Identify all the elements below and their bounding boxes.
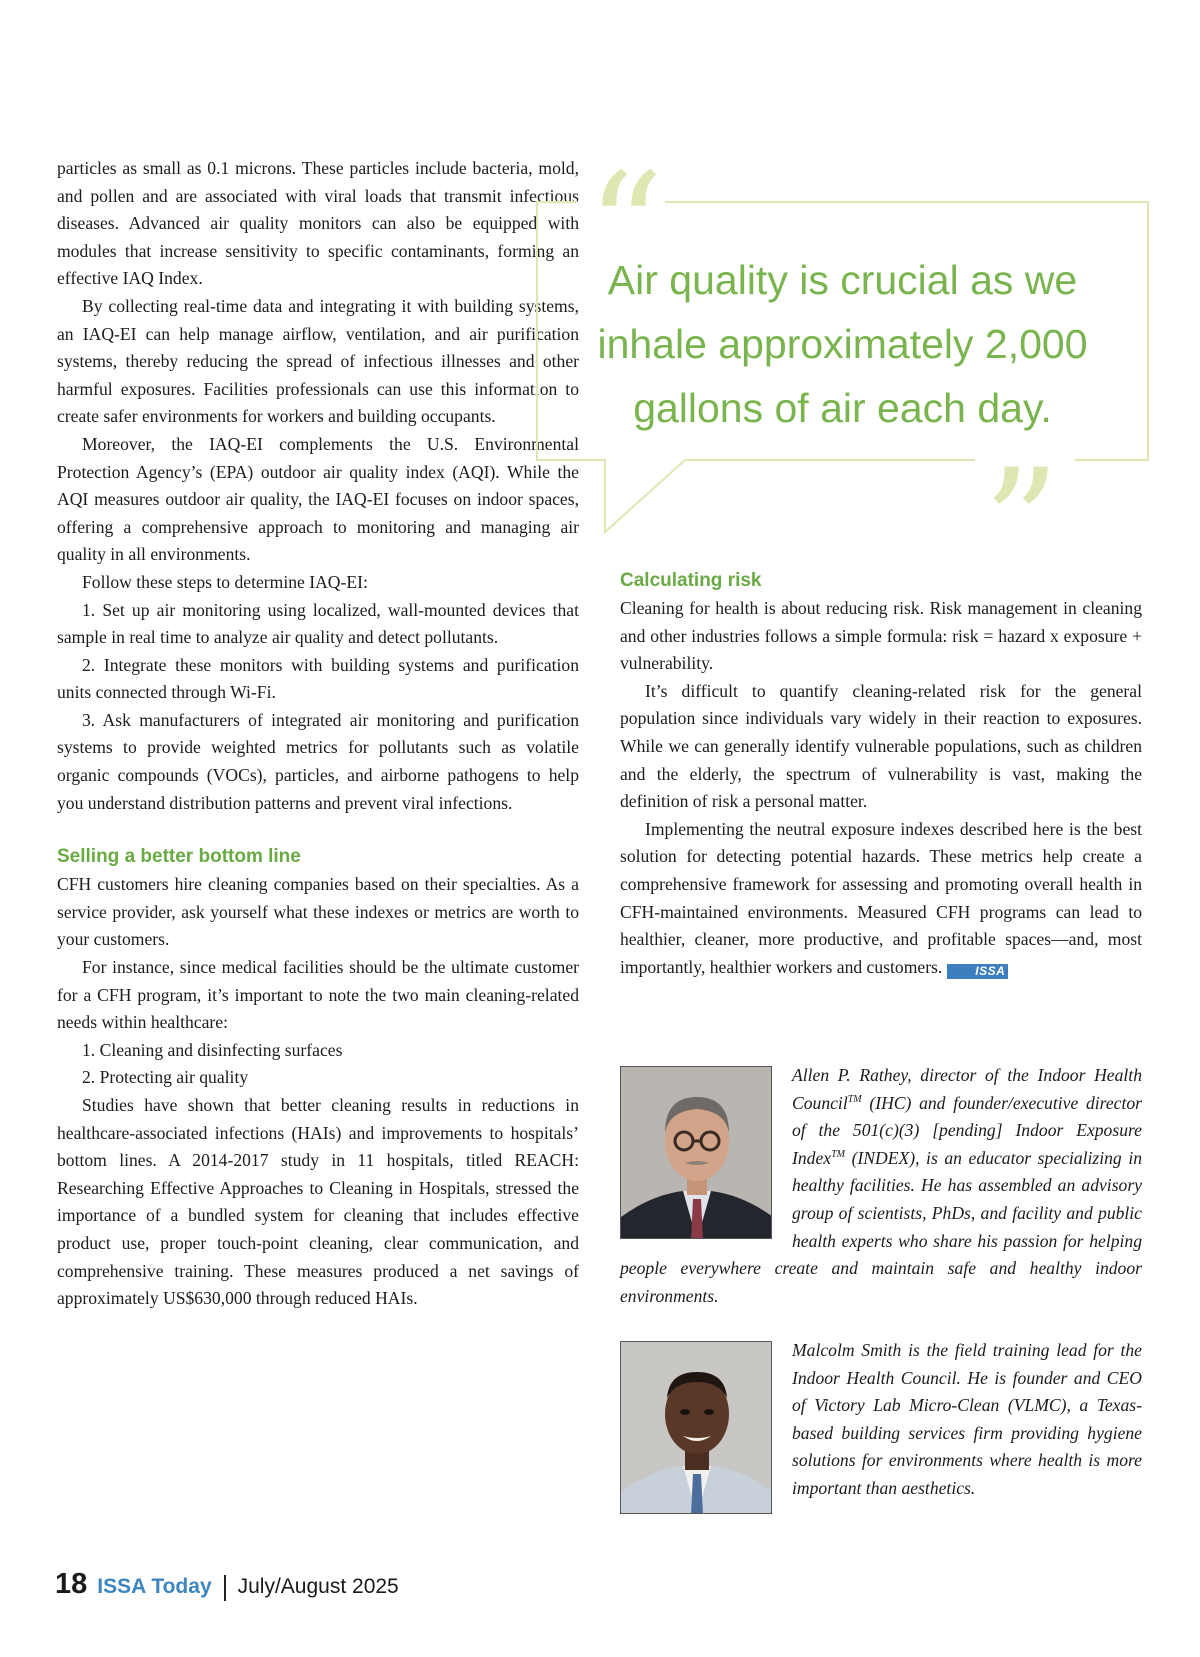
trademark-mark: TM <box>847 1093 862 1105</box>
body-paragraph: Cleaning for health is about reducing risk. Risk management in cleaning and other industries follows a simple formula: risk = hazard x exposure + vulnerability. <box>620 598 1142 674</box>
author-photo-rathey <box>620 1066 772 1239</box>
bio-text: Malcolm Smith is the field training lead for the Indoor Health Council. He is founder and CEO of Victory Lab Micro-Clean (VLMC), a Texas-based building services firm providing hygiene solutions for environments where health is more important than aesthetics. <box>792 1340 1142 1498</box>
issa-end-logo: ISSA <box>947 964 1008 979</box>
open-quote-icon: “ <box>587 142 664 316</box>
close-quote-icon: ” <box>983 438 1060 612</box>
last-paragraph-text: Implementing the neutral exposure indexes described here is the best solution for detecting potential hazards. These metrics help create a comprehensive framework for assessing and promoting overall health in CFH-maintained environments. Measured CFH programs can lead to healthier, cleaner, more productive, and profitable spaces—and, most importantly, healthier workers and customers. <box>620 818 1142 977</box>
list-item: 1. Set up air monitoring using localized, wall-mounted devices that sample in real time to analyze air quality and detect pollutants. <box>57 599 579 648</box>
author-photo-smith <box>620 1341 772 1514</box>
body-paragraph: Moreover, the IAQ-EI complements the U.S. Environmental Protection Agency’s (EPA) outdoor air quality index (AQI). While the AQI measures outdoor air quality, the IAQ-EI focuses on indoor spaces, offering a comprehensive approach to monitoring and managing air quality in all environments. <box>57 433 579 565</box>
footer-divider <box>224 1575 226 1601</box>
body-paragraph: Follow these steps to determine IAQ-EI: <box>82 571 368 592</box>
right-column <box>620 567 1142 981</box>
page-footer <box>55 1568 399 1608</box>
page-number: 18 <box>55 1568 88 1600</box>
body-paragraph: particles as small as 0.1 microns. These particles include bacteria, mold, and pollen and are associated with viral loads that transmit infectious diseases. Advanced air quality monitors can also be equipped with modules that increase sensitivity to specific contaminants, forming an effective IAQ Index. <box>57 158 579 289</box>
body-paragraph: Studies have shown that better cleaning results in reductions in healthcare-associated infections (HAIs) and improvements to hospitals’ bottom lines. A 2014-2017 study in 11 hospitals, titled REACH: Researching Effective Approaches to Cleaning in Hospitals, stressed the importance of a bundled system for cleaning that includes effective product use, proper touch-point cleaning, clear communication, and comprehensive training. These measures produced a net savings of approximately US$630,000 through reduced HAIs. <box>57 1095 579 1309</box>
body-paragraph <box>620 816 1142 982</box>
body-paragraph: It’s difficult to quantify cleaning-related risk for the general population since individuals vary widely in their reaction to exposures. While we can generally identify vulnerable populations, such as children and the elderly, the spectrum of vulnerability is vast, making the definition of risk a personal matter. <box>620 680 1142 812</box>
trademark-mark: TM <box>831 1148 845 1160</box>
bio-text: Allen P. Rathey, director of the Indoor Health Council <box>792 1065 1142 1113</box>
author-bio-rathey <box>620 1062 1142 1310</box>
left-column <box>57 155 579 1313</box>
list-item: 3. Ask manufacturers of integrated air monitoring and purification systems to provide weighted metrics for pollutants such as volatile organic compounds (VOCs), particles, and airborne pathogens to help you understand distribution patterns and prevent viral infections. <box>57 709 579 813</box>
section-heading-calculating-risk: Calculating risk <box>620 570 762 591</box>
magazine-name: ISSA Today <box>97 1575 212 1598</box>
bio-text: (INDEX), is an educator specializing in healthy facilities. He has assembled an advisory group of scientists, PhDs, and facility and public health experts who share his passion for helping people everywhere create and maintain safe and healthy indoor environments. <box>620 1147 1142 1306</box>
body-paragraph: For instance, since medical facilities should be the ultimate customer for a CFH program, it’s important to note the two main cleaning-related needs within healthcare: <box>57 957 579 1033</box>
list-item: 1. Cleaning and disinfecting surfaces <box>82 1039 343 1060</box>
author-bio-smith <box>620 1337 1142 1518</box>
bio-text: (IHC) and founder/executive director of the 501(c)(3) [pending] Indoor Exposure Index <box>792 1092 1142 1168</box>
list-item: 2. Integrate these monitors with building systems and purification units connected through Wi-Fi. <box>57 654 579 703</box>
section-heading-selling: Selling a better bottom line <box>57 846 301 868</box>
pull-quote-text: Air quality is crucial as we inhale approximately 2,000 gallons of air each day. <box>597 257 1088 431</box>
issue-date: July/August 2025 <box>237 1575 399 1598</box>
body-paragraph: CFH customers hire cleaning companies based on their specialties. As a service provider, ask yourself what these indexes or metrics are worth to your customers. <box>57 874 579 950</box>
list-item: 2. Protecting air quality <box>82 1067 249 1088</box>
body-paragraph: By collecting real-time data and integrating it with building systems, an IAQ-EI can help manage airflow, ventilation, and air purification systems, thereby reducing the spread of infectious illnesses and other harmful exposures. Facilities professionals can use this information to create safer environments for workers and building occupants. <box>57 295 579 427</box>
